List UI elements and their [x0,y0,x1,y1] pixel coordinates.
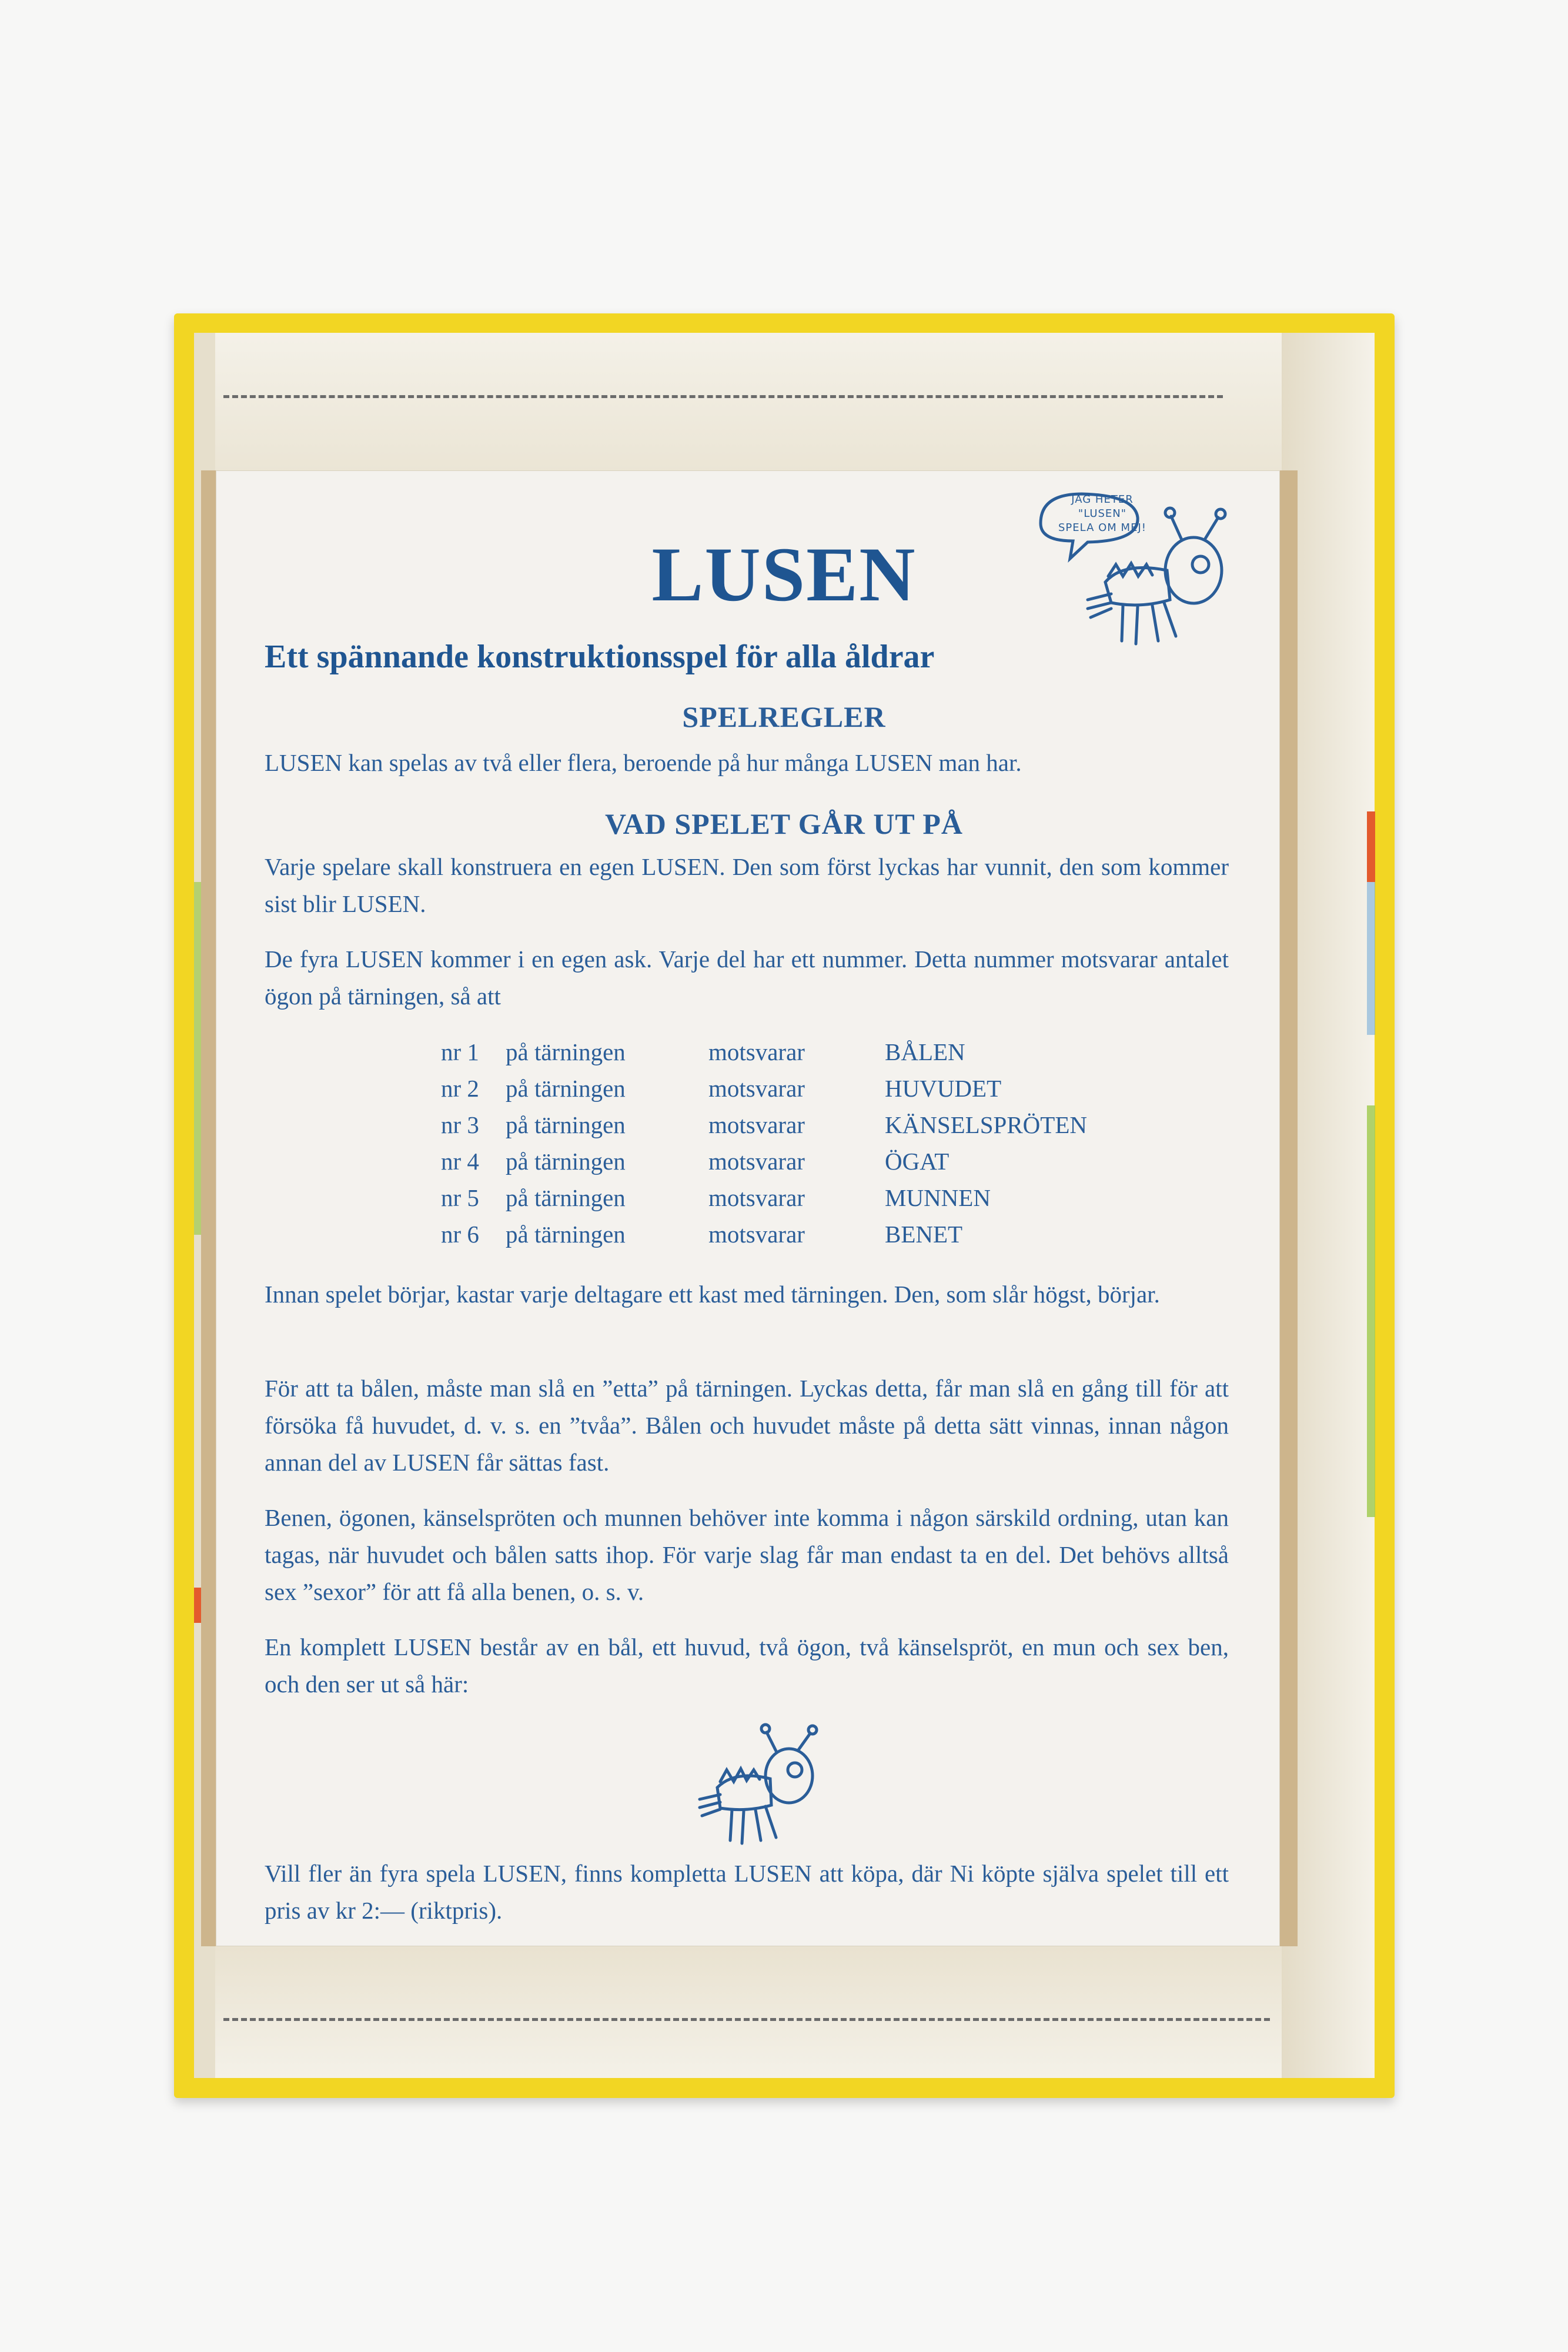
footer-paragraph: Vill fler än fyra spela LUSEN, finns kompletta LUSEN att köpa, där Ni köpte själva spelet till ett pris av kr 2:— (riktpris). [265,1860,1229,1924]
table-row [441,1111,1087,1139]
table-cell: MUNNEN [885,1184,991,1211]
paragraph: För att ta bålen, måste man slå en ”etta” på tärningen. Lyckas detta, får man slå en gång till för att försöka få huvudet, d. v. s. en ”tvåa”. Bålen och huvudet måste på detta sätt vinnas, innan någon annan del av LUSEN får sättas fast. [265,1375,1229,1476]
game-title: LUSEN [651,531,917,617]
table-cell: motsvarar [708,1148,805,1175]
rules-heading: SPELREGLER [682,700,886,733]
paragraph: De fyra LUSEN kommer i en egen ask. Varje del har ett nummer. Detta nummer motsvarar antalet ögon på tärningen, så att [265,946,1229,1010]
paragraph: Innan spelet börjar, kastar varje deltagare ett kast med tärningen. Den, som slår högst, börjar. [265,1281,1160,1308]
table-cell: nr 3 [441,1111,479,1138]
edge-strip-right [1367,1105,1375,1517]
table-cell: ÖGAT [885,1148,950,1175]
table-row [441,1147,949,1175]
speech-bubble-text [1047,493,1158,535]
cardboard-edge [1280,470,1298,1946]
table-cell: på tärningen [506,1038,626,1065]
paragraph: En komplett LUSEN består av en bål, ett huvud, två ögon, två känselspröt, en mun och sex ben, och den ser ut så här: [265,1633,1229,1698]
cardboard-edge [201,470,216,1946]
table-cell: motsvarar [708,1184,805,1211]
table-cell: nr 2 [441,1075,479,1102]
speech-line: SPELA OM MEJ! [1058,522,1146,534]
table-cell: på tärningen [506,1075,626,1102]
fold-line-top [223,395,1223,398]
table-row [441,1220,962,1248]
intro-paragraph: LUSEN kan spelas av två eller flera, beroende på hur många LUSEN man har. [265,749,1022,776]
table-cell: på tärningen [506,1111,626,1138]
table-cell: på tärningen [506,1148,626,1175]
table-cell: på tärningen [506,1184,626,1211]
lusen-bug-illustration-icon [688,1723,829,1852]
table-row [441,1038,965,1066]
table-cell: på tärningen [506,1221,626,1248]
table-cell: BÅLEN [885,1038,965,1065]
subtitle: Ett spännande konstruktionsspel för alla åldrar [265,639,935,675]
box-top-wall [194,333,1375,472]
table-cell: nr 5 [441,1184,479,1211]
table-cell: motsvarar [708,1075,805,1102]
paragraph: Benen, ögonen, känselspröten och munnen behöver inte komma i någon särskild ordning, utan kan tagas, när huvudet och bålen satts ihop. För varje slag får man endast ta en del. Det behövs alltså sex ”sexor” för att få alla benen, o. s. v. [265,1504,1229,1605]
speech-line: "LUSEN" [1078,507,1127,520]
edge-strip-left [194,882,201,1235]
table-row [441,1074,1001,1102]
table-cell: nr 4 [441,1148,479,1175]
table-cell: BENET [885,1221,963,1248]
table-row [441,1184,991,1212]
section-heading: VAD SPELET GÅR UT PÅ [604,807,964,840]
table-cell: HUVUDET [885,1075,1002,1102]
table-cell: nr 6 [441,1221,479,1248]
paragraph: Varje spelare skall konstruera en egen LUSEN. Den som först lyckas har vunnit, den som kommer sist blir LUSEN. [265,853,1229,917]
edge-strip-right [1367,882,1375,1035]
table-cell: nr 1 [441,1038,479,1065]
table-cell: motsvarar [708,1038,805,1065]
box-bottom-wall [194,1946,1375,2078]
table-cell: motsvarar [708,1221,805,1248]
fold-line-bottom [223,2018,1270,2021]
table-cell: KÄNSELSPRÖTEN [885,1111,1087,1138]
table-cell: motsvarar [708,1111,805,1138]
edge-strip-left [194,1588,201,1623]
speech-line: JAG HETER [1071,493,1134,506]
